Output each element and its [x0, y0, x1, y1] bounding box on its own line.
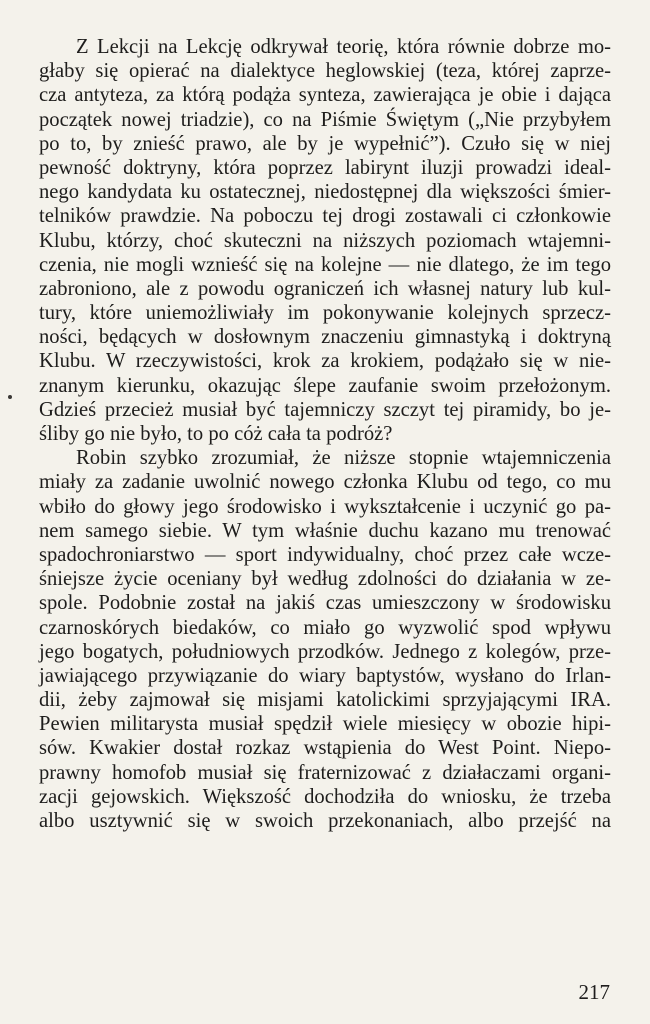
- text-line: cza antyteza, za którą podąża synteza, zawierająca je obie i dająca: [39, 84, 611, 107]
- text-line: zabroniono, ale z powodu ograniczeń ich własnej natury lub kul-: [39, 277, 611, 300]
- margin-mark: [8, 395, 12, 399]
- text-line: Klubu. W rzeczywistości, krok za krokiem, podążało się w nie-: [39, 350, 611, 373]
- paragraph-first-line: Robin szybko zrozumiał, że niższe stopnie wtajemniczenia: [76, 447, 611, 470]
- text-line: spole. Podobnie został na jakiś czas umieszczony w środowisku: [39, 592, 611, 615]
- text-line: zacji gejowskich. Większość dochodziła do wniosku, że trzeba: [39, 785, 611, 808]
- text-line: tury, które uniemożliwiały im pokonywanie kolejnych sprzecz-: [39, 302, 611, 325]
- text-line: głaby się opierać na dialektyce heglowskiej (teza, której zaprze-: [39, 60, 611, 83]
- text-line: prawny homofob musiał się fraternizować z działaczami organi-: [39, 761, 611, 784]
- text-line: nem samego siebie. W tym właśnie duchu kazano mu trenować: [39, 519, 611, 542]
- text-line: telników prawdzie. Na poboczu tej drogi zostawali ci członkowie: [39, 205, 611, 228]
- text-line: znanym kierunku, okazując ślepe zaufanie swoim przełożonym.: [39, 374, 611, 397]
- text-line: jego bogatych, południowych przodków. Jednego z kolegów, prze-: [39, 640, 611, 663]
- text-line: śliby go nie było, to po cóż cała ta podróż?: [39, 423, 393, 445]
- text-line: nego kandydata ku ostatecznej, niedostępnej dla większości śmier-: [39, 181, 611, 204]
- text-line: czenia, nie mogli wznieść się na kolejne — nie dlatego, że im tego: [39, 253, 611, 276]
- paragraph-first-line: Z Lekcji na Lekcję odkrywał teorię, która równie dobrze mo-: [76, 36, 611, 58]
- text-line: spadochroniarstwo — sport indywidualny, choć przez całe wcze-: [39, 543, 611, 566]
- body-text: [39, 35, 611, 833]
- text-line: początek nowej triadzie), co na Piśmie Świętym („Nie przybyłem: [39, 108, 611, 131]
- text-line: ności, będących w dosłownym znaczeniu gimnastyką i doktryną: [39, 326, 611, 349]
- text-line: po to, by znieść prawo, ale by je wypełnić”). Czuło się w niej: [39, 132, 611, 155]
- text-line: Pewien militarysta musiał spędził wiele miesięcy w obozie hipi-: [39, 713, 611, 736]
- text-line: czarnoskórych biedaków, co miało go wyzwolić spod wpływu: [39, 616, 611, 639]
- text-line: albo usztywnić się w swoich przekonaniach, albo przejść na: [39, 810, 611, 832]
- text-line: śniejsze życie oceniany był według zdolności do działania w ze-: [39, 568, 611, 591]
- text-line: dii, żeby zajmował się misjami katolickimi sprzyjającymi IRA.: [39, 689, 611, 712]
- text-line: Klubu, którzy, choć skuteczni na niższych poziomach wtajemni-: [39, 229, 611, 252]
- text-line: Gdzieś przecież musiał być tajemniczy szczyt tej piramidy, bo je-: [39, 398, 611, 421]
- text-line: wbiło do głowy jego środowisko i wykształcenie i uczynić go pa-: [39, 495, 611, 518]
- page-number: 217: [578, 980, 610, 1004]
- text-line: pewność doktryny, która poprzez labirynt iluzji prowadzi ideal-: [39, 156, 611, 179]
- text-line: jawiającego przywiązanie do wiary baptystów, wysłano do Irlan-: [39, 664, 611, 687]
- text-line: miały za zadanie uwolnić nowego członka Klubu od tego, co mu: [39, 471, 611, 494]
- text-line: sów. Kwakier dostał rozkaz wstąpienia do West Point. Niepo-: [39, 737, 611, 760]
